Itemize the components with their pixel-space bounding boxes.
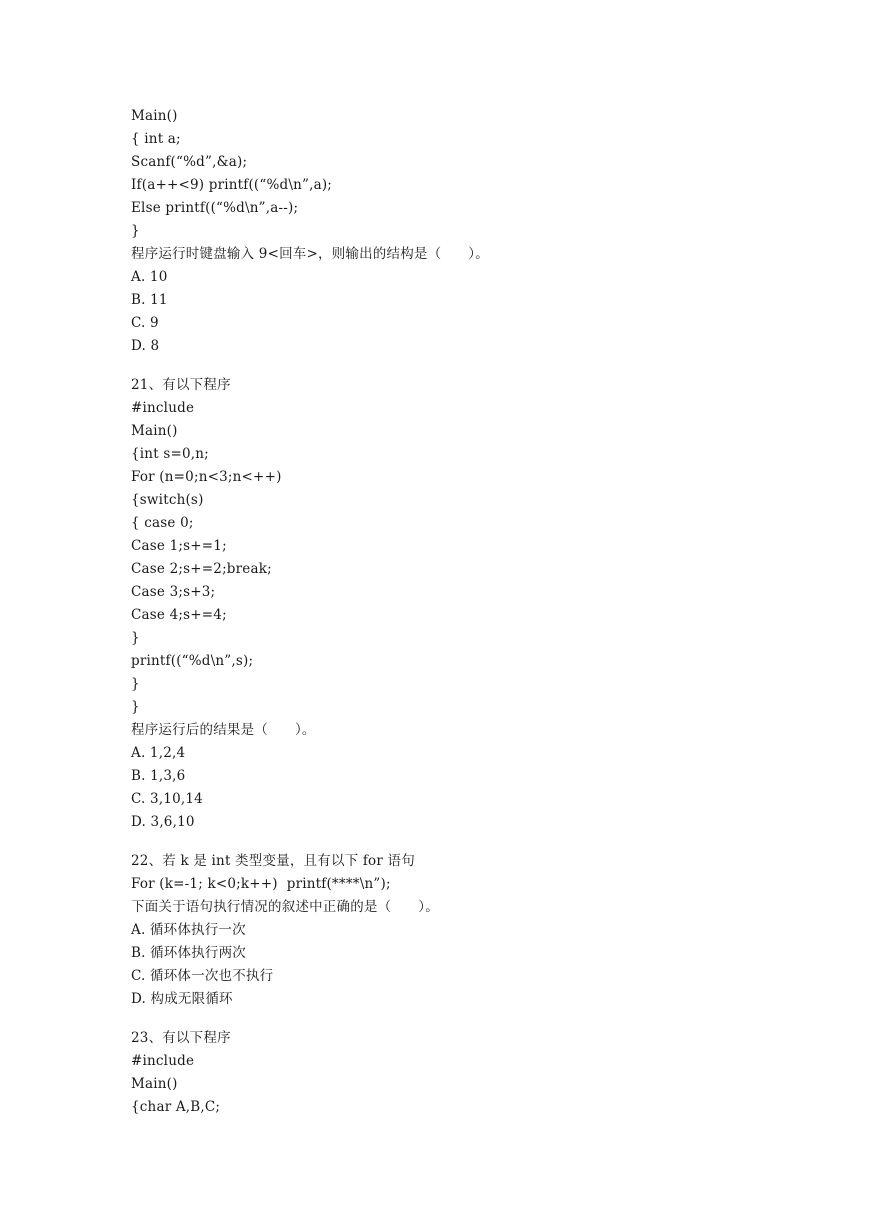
answer-option: B. 1,3,6 <box>131 768 186 784</box>
answer-option: B. 11 <box>131 292 168 308</box>
question-heading: 22、若 k 是 int 类型变量，且有以下 for 语句 <box>131 853 415 869</box>
code-line: } <box>131 676 140 692</box>
code-line: } <box>131 699 140 715</box>
code-line: For (k=-1; k<0;k++) printf(****\n”); <box>131 876 391 892</box>
answer-option: C. 9 <box>131 315 159 331</box>
spacer <box>131 834 831 850</box>
question-22-block <box>131 850 831 1011</box>
code-line: Scanf(“%d”,&a); <box>131 154 248 170</box>
code-line: Case 1;s+=1; <box>131 538 227 554</box>
answer-option: D. 构成无限循环 <box>131 991 233 1007</box>
code-line: Main() <box>131 423 178 439</box>
question-prompt: 下面关于语句执行情况的叙述中正确的是（ ）。 <box>131 899 439 915</box>
code-line: If(a++<9) printf((“%d\n”,a); <box>131 177 333 193</box>
code-line: printf((“%d\n”,s); <box>131 653 254 669</box>
code-line: } <box>131 223 140 239</box>
question-heading: 21、有以下程序 <box>131 377 231 393</box>
answer-option: B. 循环体执行两次 <box>131 945 247 961</box>
answer-option: A. 循环体执行一次 <box>131 922 246 938</box>
answer-option: A. 10 <box>131 269 168 285</box>
code-line: Main() <box>131 1076 178 1092</box>
answer-option: C. 3,10,14 <box>131 791 203 807</box>
code-line: Case 4;s+=4; <box>131 607 227 623</box>
answer-option: C. 循环体一次也不执行 <box>131 968 274 984</box>
code-line: { case 0; <box>131 515 194 531</box>
question-21-block <box>131 374 831 834</box>
answer-option: A. 1,2,4 <box>131 745 186 761</box>
question-prompt: 程序运行后的结果是（ ）。 <box>131 722 316 738</box>
question-20-block <box>131 105 831 358</box>
code-line: {switch(s) <box>131 492 204 508</box>
question-23-block <box>131 1027 831 1119</box>
code-line: For (n=0;n<3;n<++) <box>131 469 282 485</box>
code-line: Case 3;s+3; <box>131 584 216 600</box>
question-prompt: 程序运行时键盘输入 9<回车>，则输出的结构是（ ）。 <box>131 246 489 262</box>
answer-option: D. 3,6,10 <box>131 814 195 830</box>
spacer <box>131 1011 831 1027</box>
code-line: Else printf((“%d\n”,a--); <box>131 200 299 216</box>
code-line: {char A,B,C; <box>131 1099 221 1115</box>
answer-option: D. 8 <box>131 338 160 354</box>
code-line: Main() <box>131 108 178 124</box>
code-line: #include <box>131 1053 195 1069</box>
spacer <box>131 358 831 374</box>
code-line: #include <box>131 400 195 416</box>
question-heading: 23、有以下程序 <box>131 1030 231 1046</box>
code-line: { int a; <box>131 131 181 147</box>
code-line: {int s=0,n; <box>131 446 209 462</box>
code-line: } <box>131 630 140 646</box>
document-page <box>131 105 831 1119</box>
code-line: Case 2;s+=2;break; <box>131 561 272 577</box>
